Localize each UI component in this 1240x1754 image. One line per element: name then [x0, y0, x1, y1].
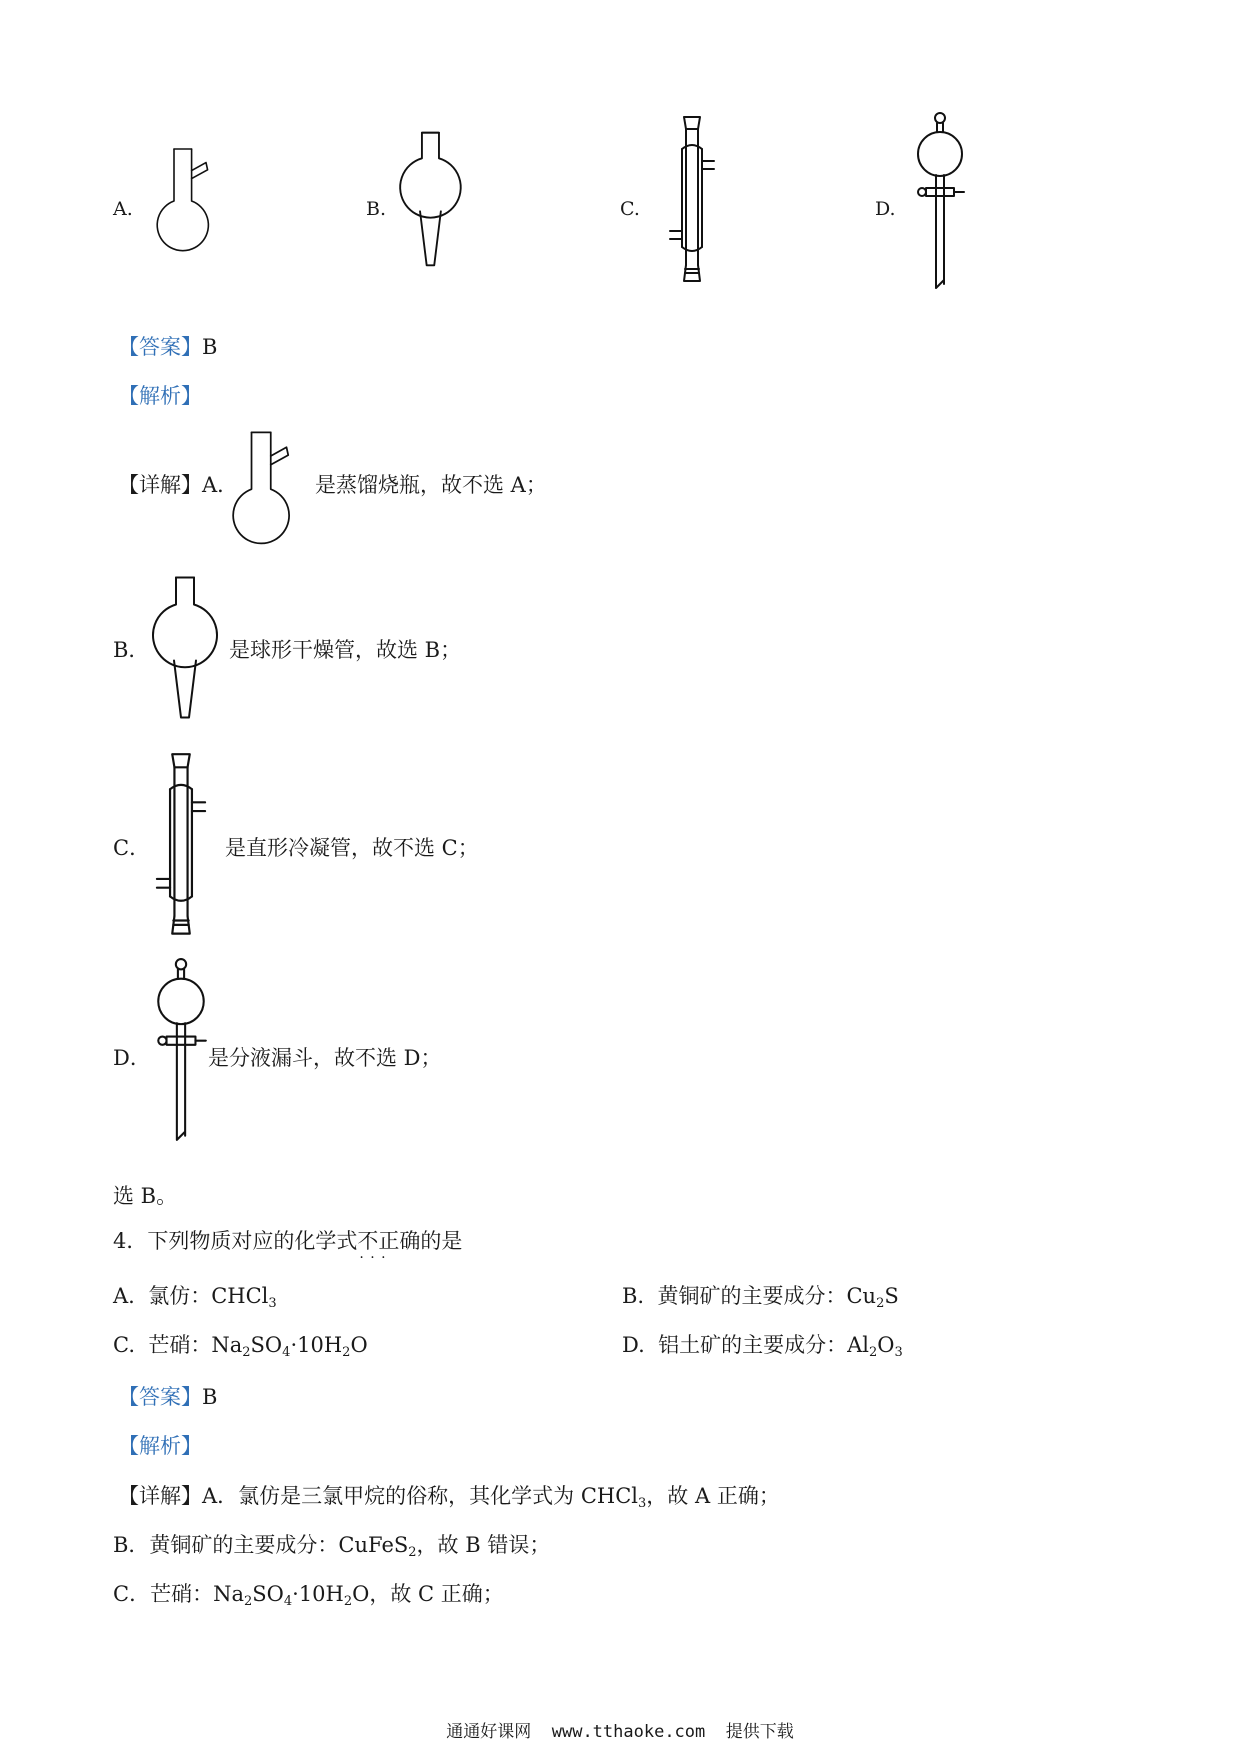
- detail-1-c-label: C．: [113, 836, 151, 860]
- page-footer: 通通好课网 www.tthaoke.com 提供下载: [446, 1722, 794, 1742]
- detail-1-conclusion: 选 B。: [113, 1184, 178, 1208]
- question-4-option-d: D. 铝土矿的主要成分：$Al_2O_3$: [622, 1333, 903, 1360]
- top-option-b-label: B.: [366, 198, 387, 220]
- detail-1-b-text: 是球形干燥管，故选 B；: [229, 638, 462, 662]
- answer-2: [118, 1387, 217, 1408]
- answer-2-value: B: [202, 1385, 218, 1409]
- analysis-2-tag: 【解析】: [118, 1434, 202, 1458]
- top-option-c-label: C.: [620, 198, 640, 220]
- question-4-option-c: C. 芒硝：$Na_2SO_4\cdot 10H_2O$: [113, 1333, 368, 1360]
- analysis-1-tag: 【解析】: [118, 384, 202, 408]
- answer-1-value: B: [202, 335, 218, 359]
- detail-1-d-label: D．: [113, 1046, 151, 1070]
- question-4-option-b: B. 黄铜矿的主要成分：$Cu_2S$: [622, 1284, 899, 1311]
- spherical-drying-tube-image: [382, 128, 477, 270]
- detail-1-b-label: B．: [113, 638, 150, 662]
- detail-distillation-flask-image: [225, 428, 313, 546]
- detail-1-tag: 【详解】: [118, 473, 202, 497]
- detail-1-a-label: A．: [202, 473, 239, 497]
- answer-2-tag: 【答案】: [118, 1385, 202, 1409]
- separatory-funnel-image: [910, 112, 970, 292]
- question-4-stem: 4．下列物质对应的化学式不正确 · · ·的是: [113, 1231, 462, 1252]
- detail-funnel-image: [150, 958, 212, 1144]
- detail-1-d-text: 是分液漏斗，故不选 D；: [208, 1046, 442, 1070]
- detail-2-line-b: B．黄铜矿的主要成分：CuFeS$_2$，故 B 错误；: [113, 1533, 551, 1560]
- detail-1-a-text: 是蒸馏烧瓶，故不选 A；: [315, 473, 547, 497]
- question-4-option-a: A. 氯仿：CHCl$_3$: [113, 1284, 277, 1311]
- answer-1-tag: 【答案】: [118, 335, 202, 359]
- detail-condenser-image: [148, 752, 214, 938]
- detail-1-c-text: 是直形冷凝管，故不选 C；: [225, 836, 479, 860]
- detail-2-line-a: 【详解】A．氯仿是三氯甲烷的俗称，其化学式为 CHCl$_3$，故 A 正确；: [118, 1484, 780, 1511]
- straight-condenser-image: [662, 115, 722, 285]
- detail-2-line-c: C．芒硝：$Na_2SO_4\cdot 10H_2O$，故 C 正确；: [113, 1582, 504, 1609]
- top-option-a-label: A.: [113, 198, 133, 220]
- detail-drying-tube-image: [134, 570, 234, 725]
- top-option-d-label: D.: [875, 198, 896, 220]
- emphasis-text: 不正确 · · ·: [357, 1229, 420, 1253]
- distillation-flask-image: [150, 145, 230, 253]
- answer-1: [118, 337, 217, 358]
